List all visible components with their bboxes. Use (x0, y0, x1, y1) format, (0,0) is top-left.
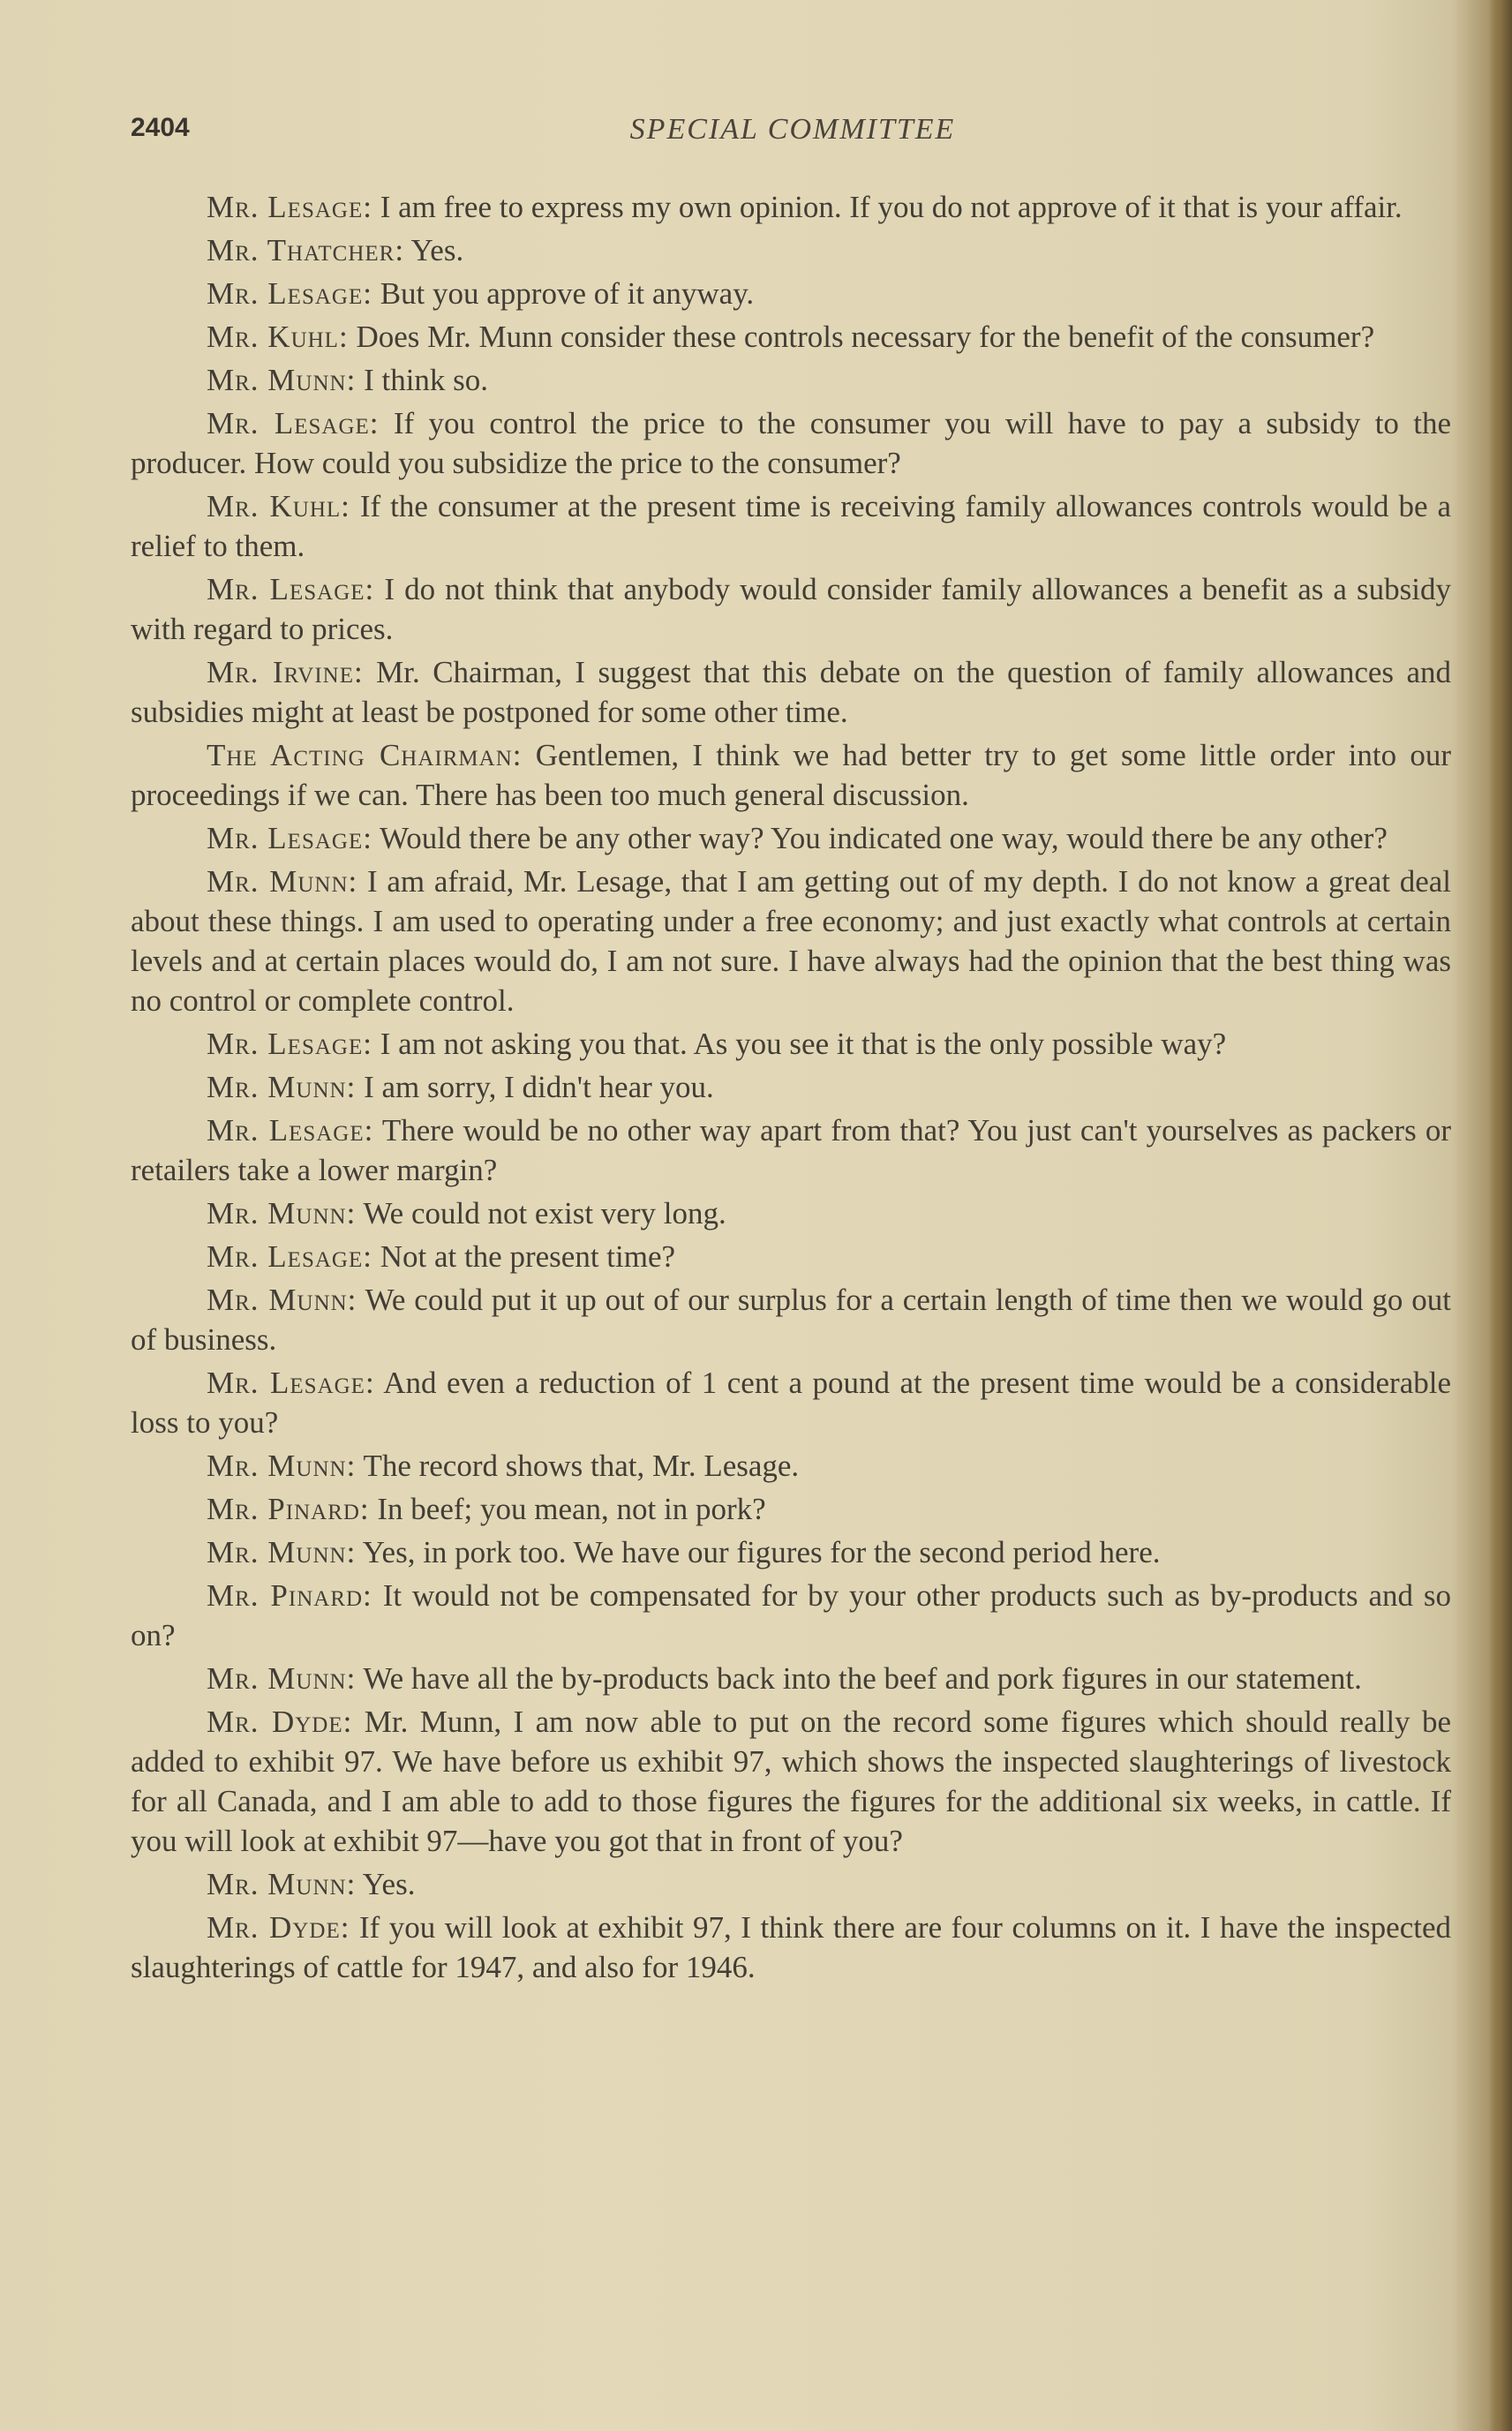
speaker-name: Mr. Kuhl: (207, 489, 350, 523)
transcript-paragraph (131, 187, 1451, 227)
transcript-paragraph (131, 1908, 1451, 1987)
speech-text: Does Mr. Munn consider these controls necessary for the benefit of the consumer? (356, 320, 1375, 354)
speaker-name: Mr. Lesage: (207, 1239, 372, 1274)
speech-text: We could not exist very long. (363, 1196, 726, 1231)
speech-text: We could put it up out of our surplus for a certain length of time then we would go out of business. (131, 1283, 1452, 1357)
speech-text: And even a reduction of 1 cent a pound at the present time would be a considerable loss to you? (131, 1366, 1452, 1440)
speaker-name: Mr. Munn: (207, 1867, 357, 1901)
speech-text: If you control the price to the consumer you will have to pay a subsidy to the producer. How could you subsidize the price to the consumer? (131, 406, 1452, 480)
speech-text: Gentlemen, I think we had better try to get some little order into our proceedings if we can. There has been too much general discussion. (131, 738, 1452, 812)
speaker-name: Mr. Lesage: (207, 572, 375, 606)
page-header (131, 113, 1455, 157)
speech-text: If the consumer at the present time is receiving family allowances controls would be a relief to them. (131, 489, 1451, 563)
transcript-paragraph (131, 1067, 1451, 1107)
speech-text: If you will look at exhibit 97, I think there are four columns on it. I have the inspected slaughterings of cattle for 1947, and also for 1946. (131, 1910, 1451, 1984)
transcript-paragraph (131, 1110, 1451, 1190)
speech-text: I am not asking you that. As you see it that is the only possible way? (380, 1027, 1227, 1061)
transcript-paragraph (131, 652, 1451, 732)
speech-text: We have all the by-products back into the beef and pork figures in our statement. (363, 1661, 1362, 1696)
speech-text: I am afraid, Mr. Lesage, that I am getting out of my depth. I do not know a great deal about these things. I am used to operating under a free economy; and just exactly what controls at certain levels and at certain places would do, I am not sure. I have always had the opinion that the best thing was no control or complete control. (131, 864, 1451, 1018)
speech-text: The record shows that, Mr. Lesage. (363, 1449, 800, 1483)
speaker-name: Mr. Munn: (207, 1449, 357, 1483)
speaker-name: Mr. Munn: (207, 1196, 357, 1231)
speech-text: But you approve of it anyway. (380, 276, 755, 311)
transcript-paragraph (131, 1024, 1451, 1064)
transcript-paragraph (131, 1363, 1451, 1442)
transcript-paragraph (131, 1489, 1451, 1529)
transcript-paragraph (131, 274, 1451, 313)
page-edge-shadow (1489, 0, 1512, 2431)
speaker-name: Mr. Pinard: (207, 1578, 372, 1613)
speaker-name: Mr. Lesage: (207, 1113, 374, 1148)
speaker-name: The Acting Chairman: (207, 738, 523, 772)
transcript-paragraph (131, 862, 1451, 1020)
speech-text: I am sorry, I didn't hear you. (364, 1070, 714, 1104)
speaker-name: Mr. Lesage: (207, 190, 372, 224)
speaker-name: Mr. Dyde: (207, 1910, 350, 1945)
speech-text: In beef; you mean, not in pork? (377, 1492, 766, 1526)
speaker-name: Mr. Munn: (207, 1661, 357, 1696)
transcript-paragraph (131, 360, 1451, 400)
speech-text: There would be no other way apart from that? You just can't yourselves as packers or retailers take a lower margin? (131, 1113, 1452, 1187)
speaker-name: Mr. Irvine: (207, 655, 364, 689)
speaker-name: Mr. Pinard: (207, 1492, 370, 1526)
speaker-name: Mr. Kuhl: (207, 320, 349, 354)
transcript-paragraph (131, 735, 1451, 815)
speaker-name: Mr. Lesage: (207, 1027, 372, 1061)
speech-text: Yes. (362, 1867, 416, 1901)
speaker-name: Mr. Munn: (207, 864, 358, 899)
speaker-name: Mr. Lesage: (207, 276, 372, 311)
transcript-paragraph (131, 1659, 1451, 1698)
speech-text: Mr. Chairman, I suggest that this debate on the question of family allowances and subsidies might at least be postponed for some other time. (131, 655, 1452, 729)
speech-text: I do not think that anybody would consider family allowances a benefit as a subsidy with regard to prices. (131, 572, 1452, 646)
transcript-paragraph (131, 1864, 1451, 1904)
speaker-name: Mr. Munn: (207, 363, 357, 397)
running-title: SPECIAL COMMITTEE (629, 113, 956, 146)
speech-text: I am free to express my own opinion. If you do not approve of it that is your affair. (380, 190, 1403, 224)
transcript-paragraph (131, 1446, 1451, 1486)
transcript-paragraph (131, 230, 1451, 270)
speech-text: Not at the present time? (380, 1239, 676, 1274)
transcript-paragraph (131, 1280, 1451, 1359)
speech-text: It would not be compensated for by your other products such as by-products and so on? (131, 1578, 1452, 1652)
page-number: 2404 (131, 113, 190, 142)
speaker-name: Mr. Lesage: (207, 406, 380, 440)
transcript-paragraph (131, 1532, 1451, 1572)
speaker-name: Mr. Lesage: (207, 1366, 375, 1400)
transcript-paragraph (131, 1576, 1451, 1655)
speaker-name: Mr. Lesage: (207, 821, 372, 855)
transcript-paragraph (131, 1193, 1451, 1233)
speech-text: Mr. Munn, I am now able to put on the record some figures which should really be added to exhibit 97. We have before us exhibit 97, which shows the inspected slaughterings of livestock for all Canada, and I am able to add to those figures the figures for the additional six weeks, in cattle. If you will look at exhibit 97—have you got that in front of you? (131, 1705, 1451, 1858)
speech-text: I think so. (364, 363, 489, 397)
speaker-name: Mr. Dyde: (207, 1705, 353, 1739)
speech-text: Yes. (410, 233, 464, 267)
speaker-name: Mr. Munn: (207, 1283, 357, 1317)
transcript-paragraph (131, 317, 1451, 357)
transcript-paragraph (131, 818, 1451, 858)
speaker-name: Mr. Munn: (207, 1535, 357, 1569)
speaker-name: Mr. Munn: (207, 1070, 357, 1104)
transcript-paragraph (131, 403, 1451, 483)
transcript-paragraph (131, 569, 1451, 649)
transcript-paragraph (131, 1237, 1451, 1276)
speech-text: Would there be any other way? You indicated one way, would there be any other? (380, 821, 1388, 855)
transcript-paragraph (131, 1702, 1451, 1861)
speech-text: Yes, in pork too. We have our figures for the second period here. (362, 1535, 1161, 1569)
speaker-name: Mr. Thatcher: (207, 233, 405, 267)
transcript-body (131, 187, 1451, 1991)
transcript-paragraph (131, 486, 1451, 566)
